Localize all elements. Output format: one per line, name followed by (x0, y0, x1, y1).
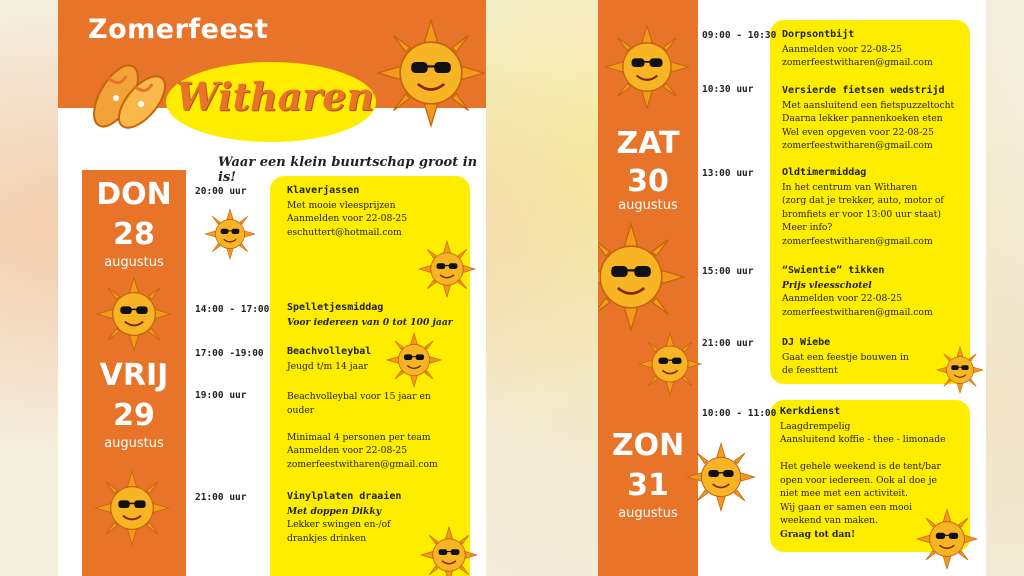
event-title: Klaverjassen (287, 185, 360, 196)
sun-sunglasses-icon (386, 332, 442, 388)
day-name: ZON (611, 428, 685, 463)
day-number: 28 (113, 217, 155, 252)
day-name: ZAT (616, 126, 680, 161)
event-time: 17:00 -19:00 (195, 348, 264, 359)
day-name: DON (96, 177, 172, 212)
sun-sunglasses-icon (96, 276, 172, 352)
event-line: eschuttert@hotmail.com (287, 226, 402, 238)
event-subtitle: Met doppen Dikky (287, 505, 382, 517)
event-line: Met mooie vleesprijzen (287, 199, 396, 211)
day-block-zon (598, 428, 698, 528)
event-time: 21:00 uur (195, 492, 247, 503)
event-line: drankjes drinken (287, 532, 367, 544)
event-subtitle: Prijs vleesschotel (782, 279, 872, 291)
event-line: niet mee met een activiteit. (780, 488, 908, 499)
event-line: Daarna lekker pannenkoeken eten (782, 113, 943, 124)
sun-sunglasses-icon (420, 526, 478, 576)
event-line: Aanmelden voor 22-08-25 (287, 445, 408, 456)
day-number: 30 (627, 164, 669, 199)
flip-flops-icon (86, 58, 172, 138)
event-item (782, 28, 933, 70)
day-month: augustus (104, 436, 164, 451)
event-line: Aansluitend koffie - thee - limonade (780, 434, 946, 445)
sun-sunglasses-icon (418, 240, 476, 298)
poster-page-left (58, 0, 486, 576)
event-time: 13:00 uur (702, 168, 754, 179)
event-item (782, 84, 954, 153)
event-line: Meer info? (782, 222, 833, 233)
event-item (782, 264, 933, 319)
sun-sunglasses-icon (638, 332, 702, 396)
event-line: (zorg dat je trekker, auto, motor of (782, 195, 944, 206)
event-line: bromfiets er voor 13:00 uur staat) (782, 208, 941, 220)
event-line: Aanmelden voor 22-08-25 (782, 43, 903, 55)
event-title: Spelletjesmiddag (287, 302, 384, 313)
event-closing: Graag tot dan! (780, 528, 856, 540)
event-title: Kerkdienst (780, 406, 841, 417)
event-item (287, 301, 453, 329)
day-name: VRIJ (99, 358, 169, 393)
event-line: Gaat een feestje bouwen in (782, 351, 909, 363)
event-title: Versierde fietsen wedstrijd (782, 85, 945, 96)
day-month: augustus (618, 506, 678, 521)
event-time: 10:30 uur (702, 84, 754, 95)
event-line: ouder (287, 404, 315, 416)
brand-title: Witharen (176, 74, 375, 119)
event-time: 19:00 uur (195, 390, 247, 401)
sun-sunglasses-icon (94, 470, 170, 546)
event-subtitle: Voor iedereen van 0 tot 100 jaar (287, 316, 453, 328)
event-line: Met aansluitend een fietspuzzeltocht (782, 99, 955, 111)
event-line: Lekker swingen en-/of (287, 519, 391, 530)
event-line: de feesttent (782, 365, 838, 376)
event-line: zomerfeestwitharen@gmail.com (287, 458, 438, 470)
poster-page-right (598, 0, 986, 576)
day-block-vrij (82, 356, 186, 456)
event-line: In het centrum van Witharen (782, 181, 918, 193)
event-line: Aanmelden voor 22-08-25 (782, 293, 903, 304)
day-month: augustus (618, 198, 678, 213)
event-line: Aanmelden voor 22-08-25 (287, 213, 408, 224)
event-line: Laagdrempelig (780, 420, 851, 432)
sun-sunglasses-icon (686, 442, 756, 512)
event-time: 15:00 uur (702, 266, 754, 277)
day-number: 29 (113, 398, 155, 433)
event-title: DJ Wiebe (782, 337, 831, 348)
event-line: zomerfeestwitharen@gmail.com (782, 235, 933, 247)
event-title: Beachvolleybal (287, 346, 372, 357)
event-line: zomerfeestwitharen@gmail.com (782, 57, 933, 68)
event-line: Wel even opgeven voor 22-08-25 (782, 126, 934, 138)
event-time: 21:00 uur (702, 338, 754, 349)
event-line: Minimaal 4 personen per team (287, 431, 431, 443)
event-line (780, 447, 946, 461)
event-item (287, 490, 401, 545)
event-line: Het gehele weekend is de tent/bar (780, 461, 941, 472)
sun-sunglasses-icon (376, 18, 486, 128)
event-line: Wij gaan er samen een mooi (780, 501, 913, 513)
event-item (782, 336, 909, 378)
event-item (287, 184, 407, 239)
event-line (287, 417, 438, 431)
sun-sunglasses-icon (936, 346, 984, 394)
day-month: augustus (104, 255, 164, 270)
event-time: 10:00 - 11:00 (702, 408, 777, 419)
event-title: Oldtimermiddag (782, 167, 867, 178)
event-item (287, 390, 438, 471)
event-time: 20:00 uur (195, 186, 247, 197)
event-line: open voor iedereen. Ook al doe je (780, 474, 937, 486)
event-item (782, 166, 944, 248)
sun-sunglasses-icon (598, 222, 686, 332)
event-item (287, 345, 371, 373)
event-line: Jeugd t/m 14 jaar (287, 360, 368, 372)
event-line: zomerfeestwitharen@gmail.com (782, 140, 933, 151)
event-line: zomerfeestwitharen@gmail.com (782, 306, 933, 318)
event-title: Vinylplaten draaien (287, 491, 402, 502)
sun-sunglasses-icon (604, 24, 690, 110)
event-title: Dorpsontbijt (782, 29, 855, 40)
event-time: 09:00 - 10:30 (702, 30, 777, 41)
event-time: 14:00 - 17:00 (195, 304, 270, 315)
event-title: “Swientie” tikken (782, 265, 885, 276)
tagline: Waar een klein buurtschap groot in is! (218, 155, 478, 185)
event-line: weekend van maken. (780, 515, 878, 526)
event-line: Beachvolleybal voor 15 jaar en (287, 391, 431, 402)
day-number: 31 (627, 468, 669, 503)
day-block-zat (598, 124, 698, 224)
brand-title-small: Zomerfeest (88, 14, 269, 45)
sun-sunglasses-icon (204, 208, 256, 260)
event-item (780, 405, 946, 541)
day-block-don (82, 175, 186, 275)
